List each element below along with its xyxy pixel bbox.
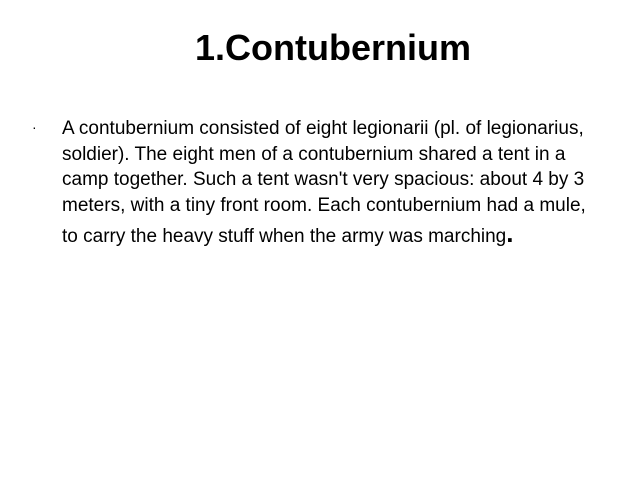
bullet-text-last-line	[259, 218, 514, 250]
slide-body	[32, 116, 592, 250]
bullet-text-end: when the army was marching	[259, 226, 507, 247]
slide-title: 1.Contubernium	[195, 27, 471, 68]
bullet-text-main: A contubernium consisted of eight legionarii (pl. of legionarius, soldier). The eight men of a contubernium shared a tent in a camp together. Such a tent wasn't very spacious: about 4 by 3 meters, with a tiny front room. Each contubernium had a mule, to carry the heavy stuff	[62, 118, 586, 247]
bullet-text	[62, 118, 586, 247]
bullet-item	[32, 116, 592, 250]
bullet-marker: ·	[32, 119, 37, 135]
bullet-text-period: .	[506, 218, 514, 248]
